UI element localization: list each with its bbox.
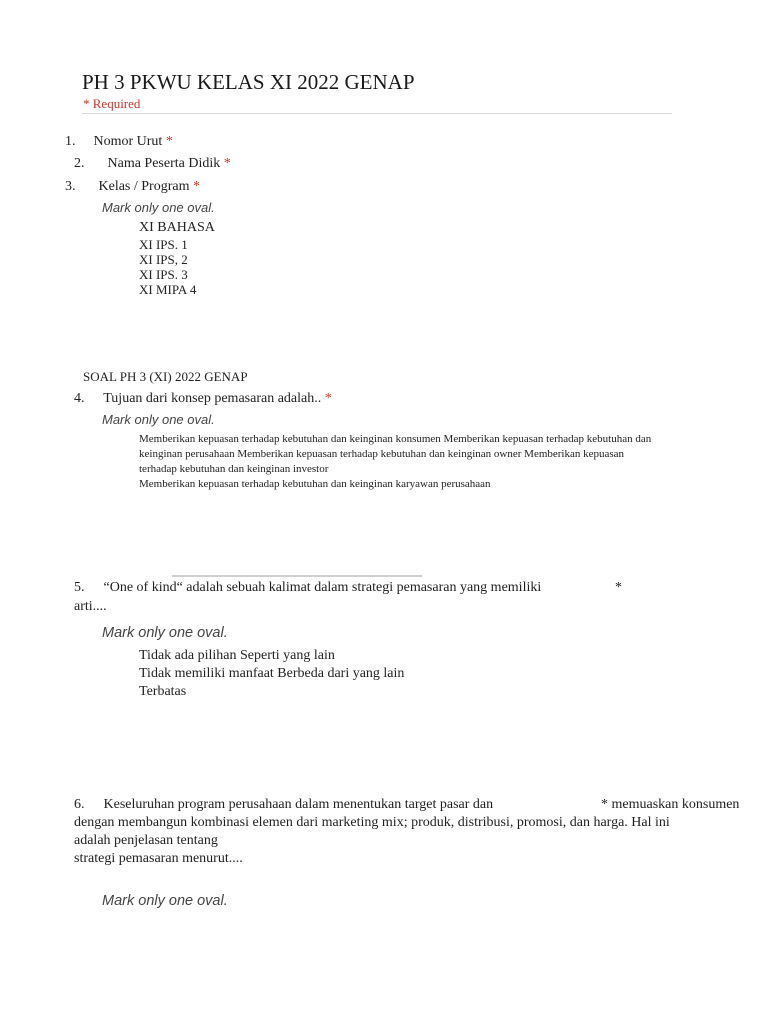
required-star: * — [192, 179, 200, 194]
question-label: Keseluruhan program perusahaan dalam menentukan target pasar dan — [103, 797, 494, 812]
question-number: 6. — [74, 797, 85, 812]
question-number: 5. — [74, 580, 85, 595]
question-label: Nomor Urut — [93, 134, 163, 149]
option-tidak-memiliki-manfaat[interactable]: Tidak memiliki manfaat Berbeda dari yang lain — [139, 666, 405, 681]
question-label-continued: strategi pemasaran menurut.... — [74, 851, 243, 866]
option-tidak-ada-pilihan[interactable]: Tidak ada pilihan Seperti yang lain — [139, 648, 335, 663]
question-number: 4. — [74, 391, 85, 406]
section-title: SOAL PH 3 (XI) 2022 GENAP — [83, 369, 248, 384]
required-star-text: * memuaskan konsumen — [601, 797, 740, 812]
mark-one-oval-hint: Mark only one oval. — [102, 625, 228, 641]
mark-one-oval-hint: Mark only one oval. — [102, 200, 215, 215]
question-number: 3. — [65, 179, 76, 194]
question-4 — [74, 391, 332, 407]
option-xi-ips-2[interactable]: XI IPS, 2 — [139, 252, 188, 267]
question-number: 2. — [74, 156, 85, 171]
question-label: Tujuan dari konsep pemasaran adalah.. — [103, 391, 322, 406]
required-note: * Required — [83, 96, 141, 111]
option-xi-mipa-4[interactable]: XI MIPA 4 — [139, 282, 197, 297]
question-label-continued: arti.... — [74, 599, 107, 614]
question-1 — [65, 134, 173, 150]
option-line: Memberikan kepuasan terhadap kebutuhan dan keinginan karyawan perusahaan — [139, 478, 491, 490]
form-title: PH 3 PKWU KELAS XI 2022 GENAP — [82, 70, 415, 94]
required-star: * — [165, 134, 173, 149]
question-label: Kelas / Program — [98, 179, 190, 194]
required-star: * — [324, 391, 332, 406]
required-star: * — [615, 580, 622, 595]
required-star: * — [223, 156, 231, 171]
option-xi-bahasa[interactable]: XI BAHASA — [139, 220, 215, 235]
option-kepuasan-list[interactable] — [139, 432, 651, 492]
option-line: Memberikan kepuasan terhadap kebutuhan dan keinginan konsumen Memberikan kepuasan terhadap kebutuhan dan — [139, 433, 652, 445]
question-5 — [74, 580, 541, 596]
option-terbatas[interactable]: Terbatas — [139, 684, 187, 699]
question-label-continued: adalah penjelasan tentang — [74, 833, 218, 848]
title-divider — [82, 113, 672, 114]
question-2 — [74, 156, 231, 172]
question-label: “One of kind“ adalah sebuah kalimat dalam strategi pemasaran yang memiliki — [103, 580, 542, 595]
question-3 — [65, 179, 200, 195]
question-label: Nama Peserta Didik — [107, 156, 221, 171]
question-6 — [74, 797, 493, 813]
mark-one-oval-hint: Mark only one oval. — [102, 893, 228, 909]
mark-one-oval-hint: Mark only one oval. — [102, 412, 215, 427]
option-xi-ips-1[interactable]: XI IPS. 1 — [139, 237, 188, 252]
option-line: keinginan perusahaan Memberikan kepuasan terhadap kebutuhan dan keinginan owner Memberikan kepuasan — [139, 448, 625, 460]
option-line: terhadap kebutuhan dan keinginan investor — [139, 463, 329, 475]
section-divider — [172, 575, 422, 577]
question-label-continued: dengan membangun kombinasi elemen dari marketing mix; produk, distribusi, promosi, dan harga. Hal ini — [74, 815, 670, 830]
question-number: 1. — [65, 134, 76, 149]
option-xi-ips-3[interactable]: XI IPS. 3 — [139, 267, 188, 282]
